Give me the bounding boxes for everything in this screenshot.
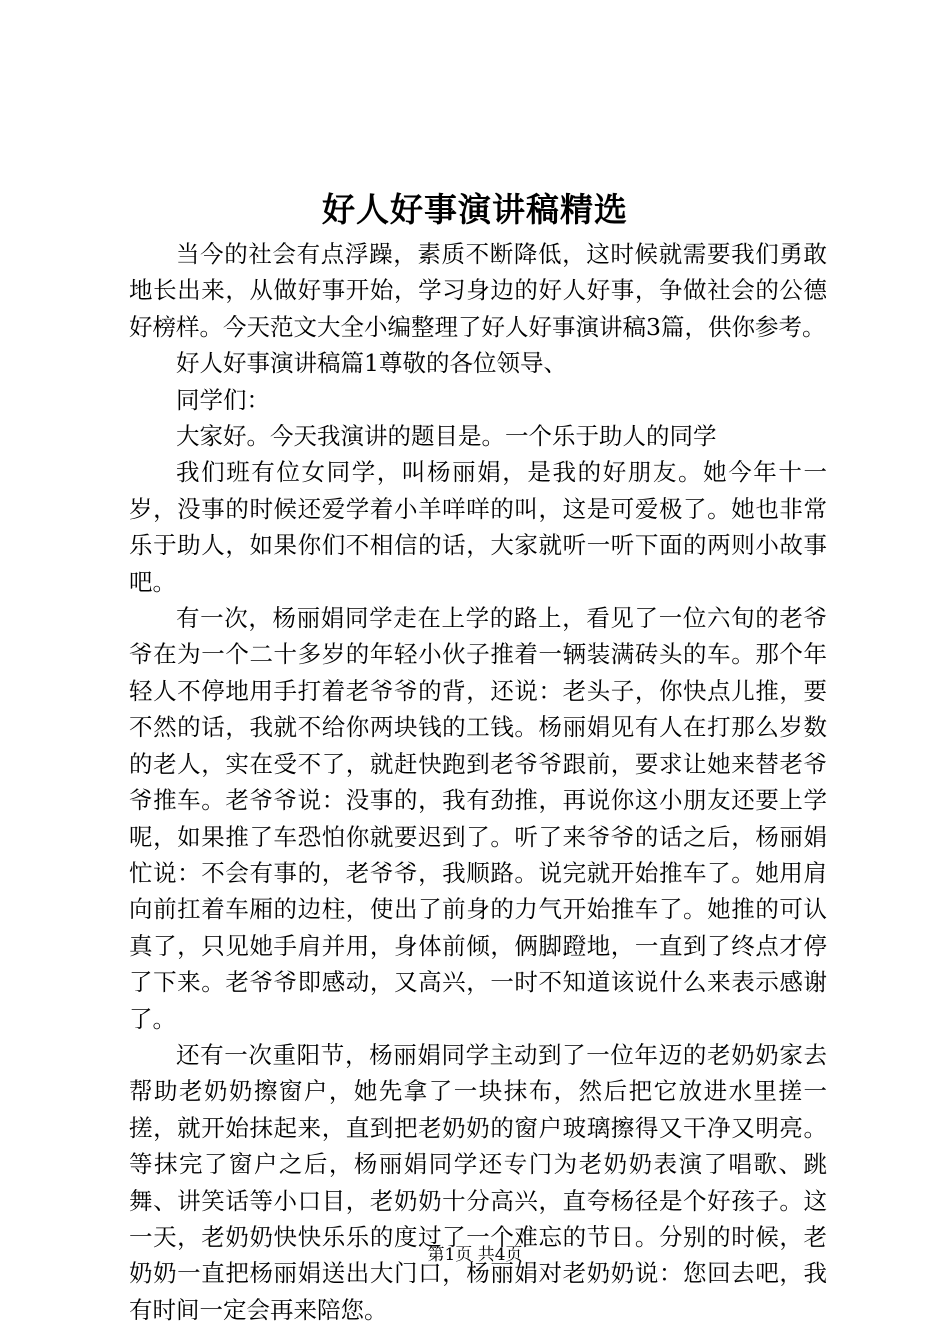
paragraph-speech-heading: 好人好事演讲稿篇1尊敬的各位领导、 bbox=[176, 349, 567, 378]
paragraph-salutation: 同学们： bbox=[176, 385, 270, 414]
document-body bbox=[129, 236, 827, 1328]
paragraph-greeting: 大家好。今天我演讲的题目是。一个乐于助人的同学 bbox=[176, 422, 717, 451]
document-title: 好人好事演讲稿精选 bbox=[322, 190, 628, 229]
paragraph-intro: 当今的社会有点浮躁，素质不断降低，这时候就需要我们勇敢地长出来，从做好事开始，学习身边的好人好事，争做社会的公德好榜样。今天范文大全小编整理了好人好事演讲稿3篇，供你参考。 bbox=[129, 240, 827, 341]
page-number-footer: 第1页 共4页 bbox=[427, 1245, 523, 1265]
paragraph-introduce-classmate: 我们班有位女同学，叫杨丽娟，是我的好朋友。她今年十一岁，没事的时候还爱学着小羊咩咩的叫，这是可爱极了。她也非常乐于助人，如果你们不相信的话，大家就听一听下面的两则小故事吧。 bbox=[129, 458, 827, 596]
paragraph-story-two: 还有一次重阳节，杨丽娟同学主动到了一位年迈的老奶奶家去帮助老奶奶擦窗户，她先拿了一块抹布，然后把它放进水里搓一搓，就开始抹起来，直到把老奶奶的窗户玻璃擦得又干净又明亮。等抹完了窗户之后，杨丽娟同学还专门为老奶奶表演了唱歌、跳舞、讲笑话等小口目，老奶奶十分高兴，直夸杨径是个好孩子。这一天，老奶奶快快乐乐的度过了一个难忘的节日。分别的时候，老奶奶一直把杨丽娟送出大门口，杨丽娟对老奶奶说：您回去吧，我有时间一定会再来陪您。 bbox=[129, 1040, 827, 1324]
paragraph-story-one: 有一次，杨丽娟同学走在上学的路上，看见了一位六旬的老爷爷在为一个二十多岁的年轻小伙子推着一辆装满砖头的车。那个年轻人不停地用手打着老爷爷的背，还说：老头子，你快点儿推，要不然的话，我就不给你两块钱的工钱。杨丽娟见有人在打那么岁数的老人，实在受不了，就赶快跑到老爷爷跟前，要求让她来替老爷爷推车。老爷爷说：没事的，我有劲推，再说你这小朋友还要上学呢，如果推了车恐怕你就要迟到了。听了来爷爷的话之后，杨丽娟忙说：不会有事的，老爷爷，我顺路。说完就开始推车了。她用肩向前扛着车厢的边柱，使出了前身的力气开始推车了。她推的可认真了，只见她手肩并用，身体前倾，俩脚蹬地，一直到了终点才停了下来。老爷爷即感动，又高兴，一时不知道该说什么来表示感谢了。 bbox=[129, 604, 827, 1033]
